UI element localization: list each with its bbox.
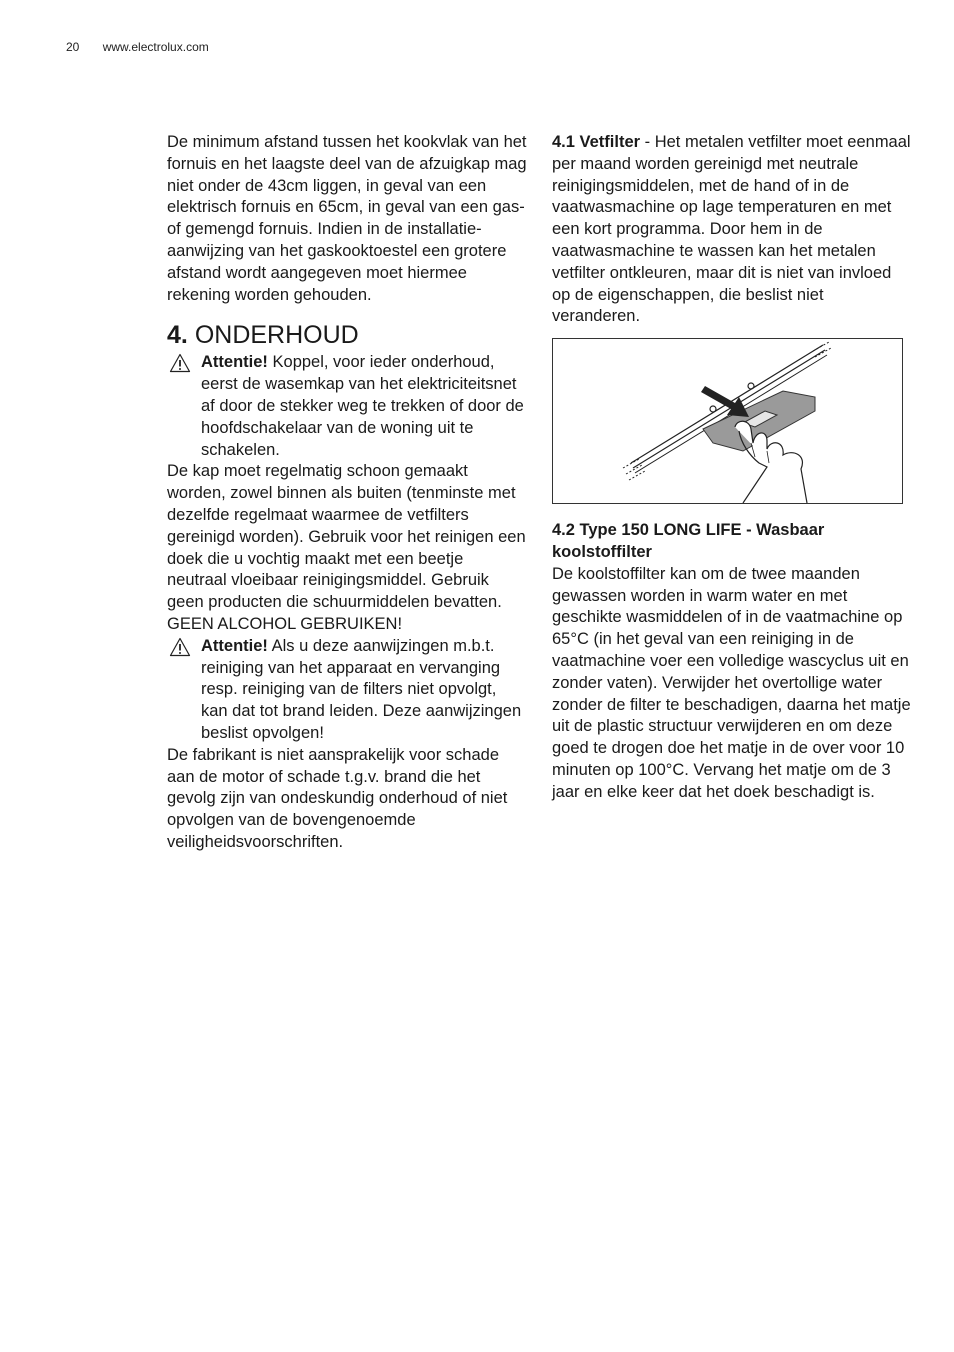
section-number: 4. — [167, 321, 188, 350]
warning-triangle-icon — [169, 353, 191, 373]
vetfilter-paragraph: 4.1 Vetfilter - Het metalen vetfilter moet eenmaal per maand worden gereinigd met neutrale reinigingsmiddelen, met de hand of in de vaatwasmachine op lage temperaturen en met een kort programma. Door hem in de vaatwasmachine te wassen kan het metalen vetfilter ontkleuren, maar dit is niet van invloed op de eigenschappen, die beslist niet veranderen. — [552, 133, 911, 326]
warning-block-2 — [167, 636, 527, 745]
right-column — [552, 132, 912, 804]
carbon-filter-paragraph: De koolstoffilter kan om de twee maanden gewassen worden in warm water en met geschikte wasmiddelen of in de vaatmachine op 65°C (in het geval van een reiniging in de vaatmachine voer een volledige wascyclus uit en zonder vaten). Verwijder het overtollige water zonder de filter te beschadigen, daarna het matje uit de plastic structuur verwijderen en om deze goed te drogen doe het matje in de over voor 10 minuten op 100°C. Vervang het matje om de 3 jaar en elke keer dat het doek beschadigt is. — [552, 564, 911, 801]
warning-2-label: Attentie! — [201, 636, 268, 655]
filter-removal-drawing — [553, 339, 902, 503]
carbon-filter-title: 4.2 Type 150 LONG LIFE - Wasbaar koolstoffilter — [552, 521, 825, 561]
header-url[interactable]: www.electrolux.com — [102, 40, 209, 54]
section-title — [167, 320, 527, 350]
vetfilter-title: 4.1 Vetfilter — [552, 133, 641, 151]
warning-1-text: Attentie! Koppel, voor ieder onderhoud, eerst de wasemkap van het elektriciteitsnet af door de stekker weg te trekken of door de hoofdschakelaar van de woning uit te schakelen. — [201, 353, 524, 459]
page-number: 20 — [66, 40, 80, 54]
no-alcohol-notice: GEEN ALCOHOL GEBRUIKEN! — [167, 614, 403, 633]
warning-1-label: Attentie! — [201, 353, 268, 372]
page-header — [66, 40, 209, 54]
warning-block-1 — [167, 352, 527, 461]
left-column — [167, 132, 527, 854]
intro-paragraph: De minimum afstand tussen het kookvlak van het fornuis en het laagste deel van de afzuigkap mag niet onder de 43cm liggen, in geval van een elektrisch fornuis en 65cm, in geval van een gas- of gemengd fornuis. Indien in de installatie-aanwijzing van het gaskooktoestel een grotere afstand wordt aangegeven moet hiermee rekening worden gehouden. — [167, 133, 527, 304]
warning-triangle-icon — [169, 637, 191, 657]
grease-filter-illustration — [552, 338, 903, 504]
section-title-text: ONDERHOUD — [194, 321, 359, 350]
warning-2-text: Attentie! Als u deze aanwijzingen m.b.t. reiniging van het apparaat en vervanging resp. reiniging van de filters niet opvolgt, kan dat tot brand leiden. Deze aanwijzingen beslist opvolgen! — [201, 636, 522, 742]
maintenance-paragraph: De kap moet regelmatig schoon gemaakt worden, zowel binnen als buiten (tenminste met dezelfde regelmaat waarmee de vetfilters gereinigd worden). Gebruik voor het reinigen een doek die u vochtig maakt met een beetje neutraal vloeibaar reinigingsmiddel. Gebruik geen producten die schuurmiddelen bevatten. — [167, 462, 526, 612]
liability-paragraph: De fabrikant is niet aansprakelijk voor schade aan de motor of schade t.g.v. brand die het gevolg zijn van ondeskundig onderhoud of niet opvolgen van de bovengenoemde veiligheidsvoorschriften. — [167, 745, 508, 851]
